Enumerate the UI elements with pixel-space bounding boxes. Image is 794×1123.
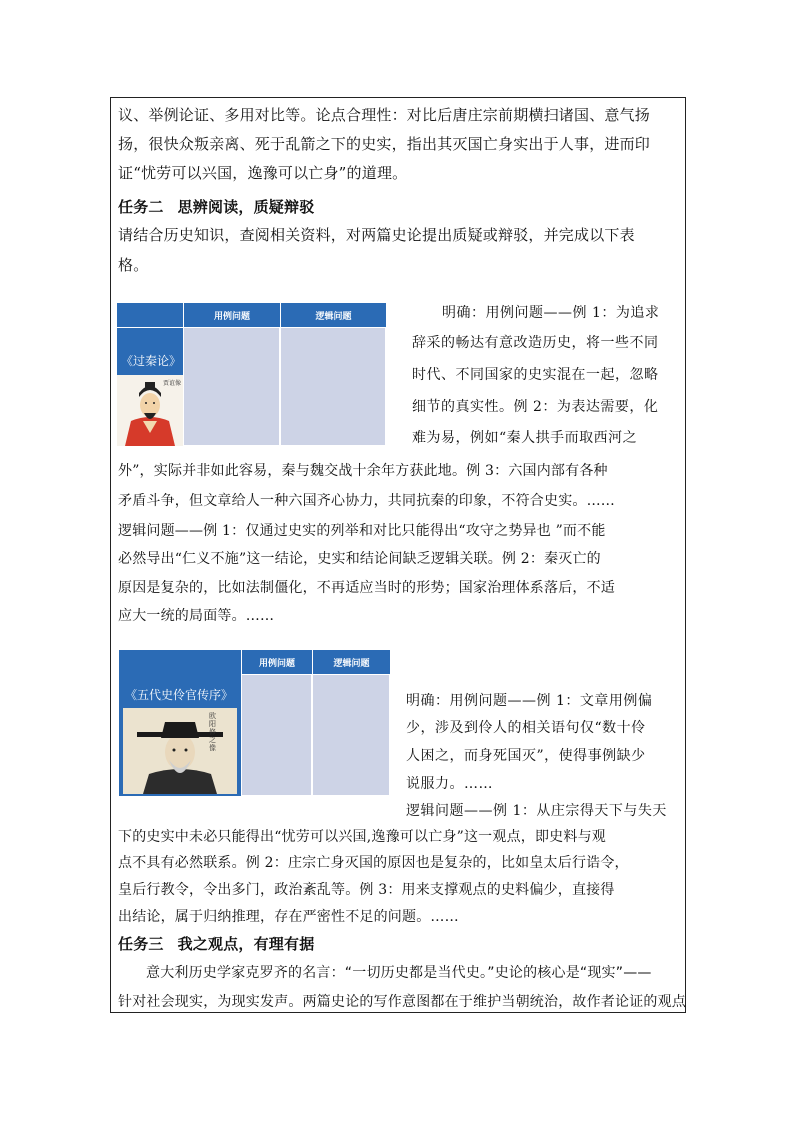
- answer1-side-line: 难为易，例如“秦人拱手而取西河之: [412, 430, 638, 446]
- jiayi-caption: 贾谊像: [163, 380, 182, 387]
- answer2-side-line: 人困之，而身死国灭”，使得事例缺少: [406, 748, 646, 764]
- answer1-line: 矛盾斗争，但文章给人一种六国齐心协力，共同抗秦的印象，不符合史实。……: [118, 493, 615, 509]
- answer1-line: 必然导出“仁义不施”这一结论，史实和结论间缺乏逻辑关联。例 2：秦灭亡的: [118, 551, 601, 567]
- task2-title: 思辨阅读，质疑辩驳: [177, 198, 315, 216]
- answer2-side-line: 说服力。……: [406, 776, 493, 792]
- intro-line: 议、举例论证、多用对比等。论点合理性：对比后唐庄宗前期横扫诸国、意气扬: [118, 106, 651, 124]
- task3-line: 意大利历史学家克罗齐的名言：“一切历史都是当代史。”史论的核心是“现实”——: [146, 965, 652, 981]
- task2-heading: [118, 196, 680, 217]
- answer1-side-line: 时代、不同国家的史实混在一起，忽略: [412, 367, 659, 383]
- table2-usage-cell[interactable]: [241, 674, 312, 796]
- table1-header-usage: 用例问题: [183, 303, 280, 327]
- table1-logic-cell[interactable]: [280, 327, 386, 446]
- intro-line: 扬，很快众叛亲离、死于乱箭之下的史实，指出其灭国亡身实出于人事，进而印: [118, 135, 651, 153]
- task3-title: 我之观点，有理有据: [177, 935, 315, 953]
- answer1-line: 外”，实际并非如此容易，秦与魏交战十余年方获此地。例 3：六国内部有各种: [118, 463, 608, 479]
- answer1-side-line: 细节的真实性。例 2：为表达需要，化: [412, 399, 659, 415]
- table1-row-title: 《过秦论》: [121, 354, 182, 368]
- table1-corner: [117, 303, 183, 327]
- answer2-side-line: 逻辑问题——例 1：从庄宗得天下与失天: [406, 803, 667, 819]
- intro-line: 证“忧劳可以兴国，逸豫可以亡身”的道理。: [118, 164, 408, 182]
- jiayi-portrait: [117, 375, 183, 446]
- task2-instruction: 请结合历史知识，查阅相关资料，对两篇史论提出质疑或辩驳，并完成以下表: [118, 226, 635, 244]
- task2-instruction: 格。: [118, 256, 149, 274]
- table2-row-title: 《五代史伶官传序》: [125, 688, 234, 702]
- answer2-line: 点不具有必然联系。例 2：庄宗亡身灭国的原因也是复杂的，比如皇太后行诰令，: [118, 855, 629, 871]
- answer2-line: 皇后行教令，令出多门，政治紊乱等。例 3：用来支撑观点的史料偏少，直接得: [118, 882, 615, 898]
- table1-usage-cell[interactable]: [183, 327, 280, 446]
- task3-line: 针对社会现实，为现实发声。两篇史论的写作意图都在于维护当朝统治，故作者论证的观点: [118, 994, 686, 1010]
- table1-header-logic: 逻辑问题: [280, 303, 386, 327]
- ouyangxiu-caption: 欧阳修之像: [209, 712, 216, 752]
- answer1-line: 应大一统的局面等。……: [118, 608, 275, 624]
- answer2-side-line: 少，涉及到伶人的相关语句仅“数十伶: [406, 720, 646, 736]
- table2-header-usage: 用例问题: [241, 650, 312, 674]
- answer1-side-line: 明确：用例问题——例 1：为追求: [442, 305, 660, 321]
- table2-corner: [119, 650, 241, 674]
- answer1-line: 原因是复杂的，比如法制僵化，不再适应当时的形势；国家治理体系落后，不适: [118, 580, 615, 596]
- table2-header-logic: 逻辑问题: [312, 650, 390, 674]
- ouyangxiu-portrait-icon: [123, 708, 237, 794]
- answer1-line: 逻辑问题——例 1：仅通过史实的列举和对比只能得出“攻守之势异也 ”而不能: [118, 523, 606, 539]
- answer2-line: 下的史实中未必只能得出“忧劳可以兴国,逸豫可以亡身”这一观点，即史料与观: [118, 829, 606, 845]
- table2-logic-cell[interactable]: [312, 674, 390, 796]
- answer1-side-line: 辞采的畅达有意改造历史，将一些不同: [412, 335, 659, 351]
- task2-label: 任务二: [118, 198, 164, 216]
- answer2-line: 出结论，属于归纳推理，存在严密性不足的问题。……: [118, 909, 459, 925]
- ouyangxiu-portrait: [123, 708, 237, 794]
- task3-label: 任务三: [118, 935, 164, 953]
- task3-heading: [118, 933, 680, 954]
- answer2-side-line: 明确：用例问题——例 1：文章用例偏: [406, 693, 653, 709]
